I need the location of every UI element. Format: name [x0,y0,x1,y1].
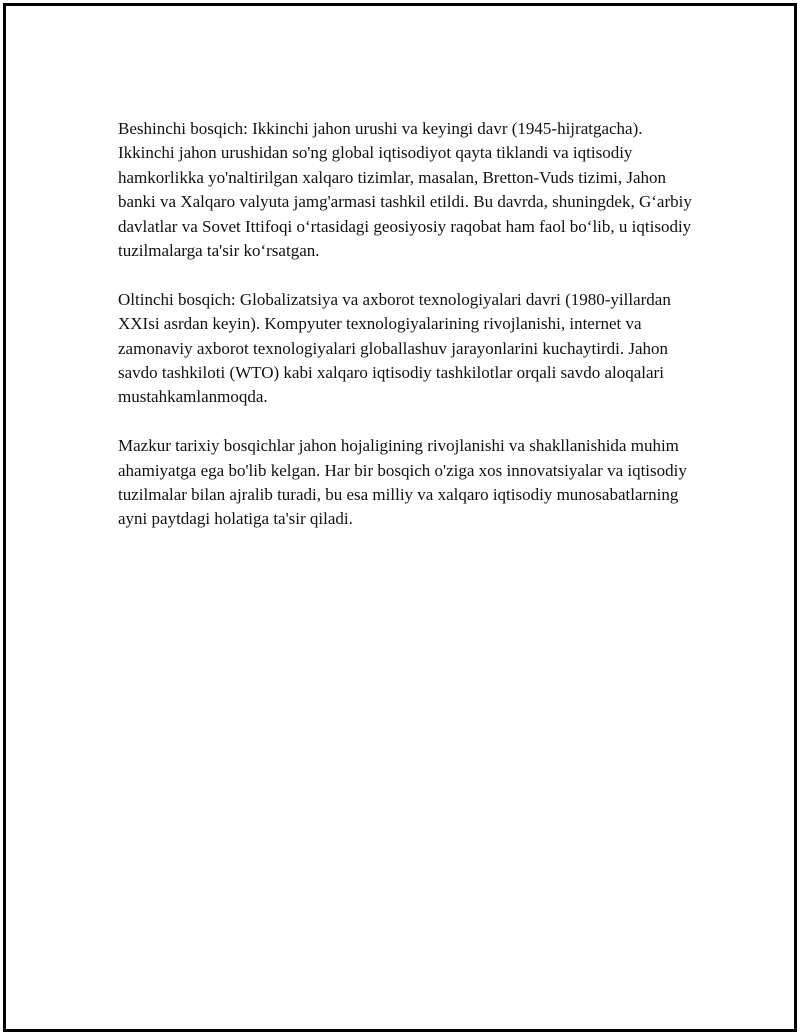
document-body [118,117,693,556]
paragraph-sixth-stage: Oltinchi bosqich: Globalizatsiya va axborot texnologiyalari davri (1980-yillardan XXIsi asrdan keyin). Kompyuter texnologiyalarining rivojlanishi, internet va zamonaviy axborot texnologiyalari globallashuv jarayonlarini kuchaytirdi. Jahon savdo tashkiloti (WTO) kabi xalqaro iqtisodiy tashkilotlar orqali savdo aloqalari mustahkamlanmoqda. [118,289,671,407]
paragraph-conclusion: Mazkur tarixiy bosqichlar jahon hojaligining rivojlanishi va shakllanishida muhim ahamiyatga ega bo'lib kelgan. Har bir bosqich o'ziga xos innovatsiyalar va iqtisodiy tuzilmalar bilan ajralib turadi, bu esa milliy va xalqaro iqtisodiy munosabatlarning ayni paytdagi holatiga ta'sir qiladi. [118,436,687,529]
paragraph-fifth-stage: Beshinchi bosqich: Ikkinchi jahon urushi va keyingi davr (1945-hijratgacha). Ikkinchi jahon urushidan so'ng global iqtisodiyot qayta tiklandi va iqtisodiy hamkorlikka yo'naltirilgan xalqaro tizimlar, masalan, Bretton-Vuds tizimi, Jahon banki va Xalqaro valyuta jamg'armasi tashkil etildi. Bu davrda, shuningdek, G‘arbiy davlatlar va Sovet Ittifoqi o‘rtasidagi geosiyosiy raqobat ham faol bo‘lib, u iqtisodiy tuzilmalarga ta'sir ko‘rsatgan. [118,119,692,261]
